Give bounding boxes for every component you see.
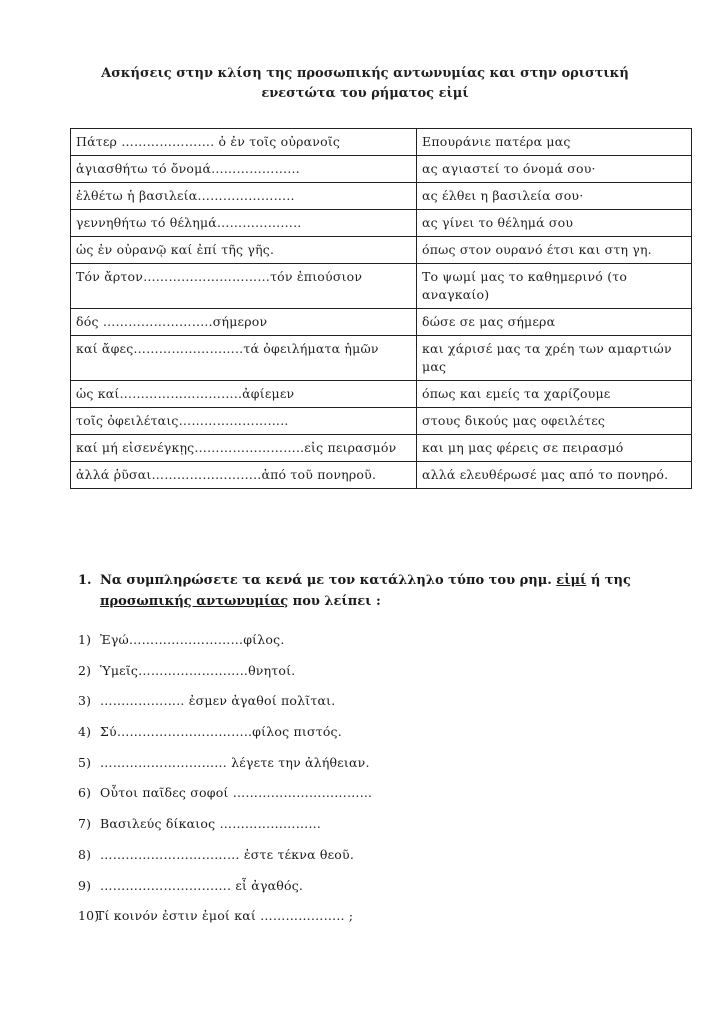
list-item xyxy=(78,630,678,661)
instruction-underlined-verb: εἰμί xyxy=(556,573,587,588)
item-text: …………………………… ἐστε τέκνα θεοῦ. xyxy=(100,846,354,862)
item-number: 7) xyxy=(78,816,92,832)
ancient-text-cell: γεννηθήτω τό θέλημά……………….. xyxy=(71,210,417,237)
item-text: Οὗτοι παῖδες σοφοί …………………………... xyxy=(100,785,373,801)
lords-prayer-table xyxy=(70,128,692,489)
ancient-text-cell: καί ἄφες……………………..τά ὀφειλήματα ἡμῶν xyxy=(71,336,417,381)
modern-text-cell: και χάρισέ μας τα χρέη των αμαρτιών μας xyxy=(417,336,692,381)
item-text: ……………….. ἐσμεν ἀγαθοί πολῖται. xyxy=(100,693,336,709)
table-row xyxy=(71,183,692,210)
list-item xyxy=(78,661,678,692)
ancient-text-cell: ὡς ἐν οὐρανῷ καί ἐπί τῆς γῆς. xyxy=(71,237,417,264)
ancient-text-cell: ὡς καί………………………..ἀφίεμεν xyxy=(71,381,417,408)
table-row xyxy=(71,264,692,309)
title-line-2: ενεστώτα του ρήματος εἰμί xyxy=(261,86,469,101)
table-row xyxy=(71,210,692,237)
item-number: 4) xyxy=(78,724,92,740)
item-number: 9) xyxy=(78,877,92,893)
ancient-text-cell: Πάτερ …………………. ὁ ἐν τοῖς οὐρανοῖς xyxy=(71,129,417,156)
modern-text-cell: Το ψωμί μας το καθημερινό (το αναγκαίο) xyxy=(417,264,692,309)
modern-text-cell: αλλά ελευθέρωσέ μας από το πονηρό. xyxy=(417,462,692,489)
exercise-number: 1. xyxy=(78,573,92,588)
item-text: Τί κοινόν ἐστιν ἐμοί καί ……………….. ; xyxy=(96,908,354,924)
instruction-part: που λείπει : xyxy=(288,594,381,609)
exercise-instruction-text xyxy=(100,570,678,612)
ancient-text-cell: καί μή εἰσενέγκῃς……………………..εἰς πειρασμόν xyxy=(71,435,417,462)
list-item xyxy=(78,753,678,784)
modern-text-cell: δώσε σε μας σήμερα xyxy=(417,309,692,336)
modern-text-cell: στους δικούς μας οφειλέτες xyxy=(417,408,692,435)
table-row xyxy=(71,156,692,183)
ancient-text-cell: ἁγιασθήτω τό ὄνομά………………… xyxy=(71,156,417,183)
list-item xyxy=(78,814,678,845)
item-number: 2) xyxy=(78,662,92,678)
item-number: 10) xyxy=(78,908,100,924)
instruction-part: ή της xyxy=(586,573,631,588)
modern-text-cell: και μη μας φέρεις σε πειρασμό xyxy=(417,435,692,462)
table-row xyxy=(71,408,692,435)
ancient-text-cell: ἀλλά ῥῦσαι……………………..ἀπό τοῦ πονηροῦ. xyxy=(71,462,417,489)
ancient-text-cell: τοῖς ὀφειλέταις…………………….. xyxy=(71,408,417,435)
instruction-underlined-pronoun: προσωπικής αντωνυμίας xyxy=(100,594,289,609)
modern-text-cell: ας έλθει η βασιλεία σου· xyxy=(417,183,692,210)
list-item xyxy=(78,906,678,937)
title-line-1: Ασκήσεις στην κλίση της προσωπικής αντωνυμίας και στην οριστική xyxy=(101,66,629,81)
exercise-list xyxy=(78,630,678,937)
table-row xyxy=(71,336,692,381)
table-row xyxy=(71,309,692,336)
item-number: 6) xyxy=(78,785,92,801)
modern-text-cell: όπως στον ουρανό έτσι και στη γη. xyxy=(417,237,692,264)
item-text: Σύ…………………………..φίλος πιστός. xyxy=(100,724,342,740)
modern-text-cell: ας γίνει το θέλημά σου xyxy=(417,210,692,237)
document-title xyxy=(70,64,660,104)
item-text: Βασιλεύς δίκαιος …………………… xyxy=(100,816,322,832)
modern-text-cell: όπως και εμείς τα χαρίζουμε xyxy=(417,381,692,408)
table-row xyxy=(71,129,692,156)
list-item xyxy=(78,722,678,753)
item-text: …………………………. εἶ ἀγαθός. xyxy=(100,877,304,893)
list-item xyxy=(78,783,678,814)
table-row xyxy=(71,381,692,408)
list-item xyxy=(78,845,678,876)
item-text: ………………………… λέγετε την ἀλήθειαν. xyxy=(100,754,370,770)
instruction-part: Να συμπληρώσετε τα κενά με τον κατάλληλο τύπο του ρημ. xyxy=(100,573,557,588)
list-item xyxy=(78,691,678,722)
ancient-text-cell: δός ……………………..σήμερον xyxy=(71,309,417,336)
ancient-text-cell: Τόν ἄρτον…………………………τόν ἐπιούσιον xyxy=(71,264,417,309)
list-item xyxy=(78,876,678,907)
item-number: 5) xyxy=(78,754,92,770)
item-number: 1) xyxy=(78,632,92,647)
exercise-instruction xyxy=(78,570,678,612)
ancient-text-cell: ἐλθέτω ἡ βασιλεία………………….. xyxy=(71,183,417,210)
modern-text-cell: Επουράνιε πατέρα μας xyxy=(417,129,692,156)
item-number: 3) xyxy=(78,693,92,709)
item-number: 8) xyxy=(78,846,92,862)
item-text: Ἐγώ………………………φίλος. xyxy=(100,632,285,647)
table-row xyxy=(71,462,692,489)
item-text: Ὑμεῖς……………………..θνητοί. xyxy=(100,662,296,678)
table-row xyxy=(71,237,692,264)
table-row xyxy=(71,435,692,462)
modern-text-cell: ας αγιαστεί το όνομά σου· xyxy=(417,156,692,183)
